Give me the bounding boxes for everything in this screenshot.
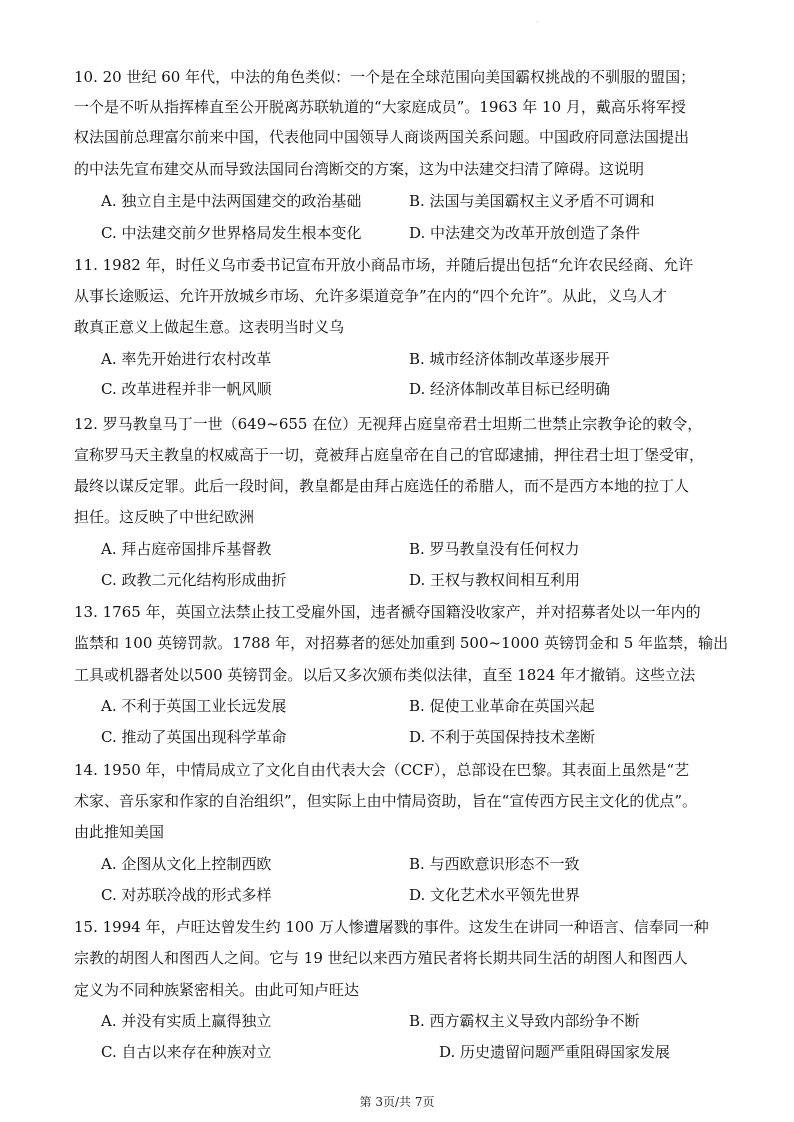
option-c: C. 政教二元化结构形成曲折	[101, 571, 287, 589]
question-stem-line: 最终以谋反定罪。此后一段时间，教皇都是由拜占庭选任的希腊人，而不是西方本地的拉丁人	[74, 477, 690, 495]
question-stem-line: 15. 1994 年，卢旺达曾发生约 100 万人惨遭屠戮的事件。这发生在讲同一种语言、信奉同一种	[74, 918, 709, 936]
question-stem-line: 10. 20 世纪 60 年代，中法的角色类似：一个是在全球范围向美国霸权挑战的不驯服的盟国；	[74, 68, 696, 86]
question-stem-line: 监禁和 100 英镑罚款。1788 年，对招募者的惩处加重到 500~1000 英镑罚金和 5 年监禁，输出	[74, 634, 729, 652]
option-a: A. 企图从文化上控制西欧	[101, 855, 272, 873]
option-d: D. 不利于英国保持技术垄断	[409, 728, 596, 746]
option-a: A. 并没有实质上赢得独立	[101, 1012, 272, 1030]
question-stem-line: 12. 罗马教皇马丁一世（649~655 在位）无视拜占庭皇帝君士坦斯二世禁止宗教争论的敕令，	[74, 415, 703, 433]
question-stem-line: 担任。这反映了中世纪欧洲	[74, 508, 255, 526]
question-stem-line: 宗教的胡图人和图西人之间。它与 19 世纪以来西方殖民者将长期共同生活的胡图人和图西人	[74, 949, 688, 967]
question-stem-line: 宣称罗马天主教皇的权威高于一切，竟被拜占庭皇帝在自己的官邸逮捕，押往君士坦丁堡受审，	[74, 446, 705, 464]
question-stem-line: 权法国前总理富尔前来中国，代表他同中国领导人商谈两国关系问题。中国政府同意法国提出	[74, 128, 690, 146]
option-b: B. 西方霸权主义导致内部纷争不断	[409, 1012, 640, 1030]
option-c: C. 对苏联冷战的形式多样	[101, 886, 272, 904]
question-stem-line: 14. 1950 年，中情局成立了文化自由代表大会（CCF），总部设在巴黎。其表面上虽然是“艺	[74, 761, 690, 779]
option-c: C. 改革进程并非一帆风顺	[101, 380, 272, 398]
option-c: C. 推动了英国出现科学革命	[101, 728, 287, 746]
page-number: 第 3页/共 7页	[359, 1095, 435, 1109]
option-d: D. 中法建交为改革开放创造了条件	[409, 224, 641, 242]
option-a: A. 拜占庭帝国排斥基督教	[101, 540, 272, 558]
question-stem-line: 从事长途贩运、允许开放城乡市场、允许多渠道竞争”在内的“四个允许”。从此，义乌人才	[74, 287, 668, 305]
question-stem-line: 工具或机器者处以500 英镑罚金。以后又多次颁布类似法律，直至 1824 年才撤销。这些立法	[74, 666, 696, 684]
question-stem-line: 一个是不听从指挥棒直至公开脱离苏联轨道的“大家庭成员”。1963 年 10 月，戴高乐将军授	[74, 98, 686, 116]
option-b: B. 罗马教皇没有任何权力	[409, 540, 580, 558]
question-stem-line: 由此推知美国	[74, 823, 165, 841]
option-b: B. 与西欧意识形态不一致	[409, 855, 580, 873]
option-d: D. 历史遗留问题严重阻碍国家发展	[439, 1043, 671, 1061]
option-a: A. 独立自主是中法两国建交的政治基础	[101, 192, 362, 210]
option-b: B. 促使工业革命在英国兴起	[409, 697, 595, 715]
question-stem-line: 术家、音乐家和作家的自治组织”，但实际上由中情局资助，旨在“宣传西方民主文化的优点”。	[74, 792, 698, 810]
option-a: A. 不利于英国工业长远发展	[101, 697, 287, 715]
header-mark: ·	[536, 18, 539, 27]
option-a: A. 率先开始进行农村改革	[101, 350, 272, 368]
option-d: D. 王权与教权间相互利用	[409, 571, 581, 589]
question-stem-line: 定义为不同种族紧密相关。由此可知卢旺达	[74, 981, 360, 999]
question-stem-line: 13. 1765 年，英国立法禁止技工受雇外国，违者褫夺国籍没收家产，并对招募者处以一年内的	[74, 603, 701, 621]
option-b: B. 城市经济体制改革逐步展开	[409, 350, 610, 368]
question-stem-line: 的中法先宣布建交从而导致法国同台湾断交的方案，这为中法建交扫清了障碍。这说明	[74, 160, 645, 178]
question-stem-line: 敢真正意义上做起生意。这表明当时义乌	[74, 318, 345, 336]
question-stem-line: 11. 1982 年，时任义乌市委书记宣布开放小商品市场，并随后提出包括“允许农民经商、允许	[74, 256, 694, 274]
option-c: C. 自古以来存在种族对立	[101, 1043, 272, 1061]
option-b: B. 法国与美国霸权主义矛盾不可调和	[409, 192, 655, 210]
option-d: D. 文化艺术水平领先世界	[409, 886, 581, 904]
option-c: C. 中法建交前夕世界格局发生根本变化	[101, 224, 362, 242]
option-d: D. 经济体制改革目标已经明确	[409, 380, 611, 398]
